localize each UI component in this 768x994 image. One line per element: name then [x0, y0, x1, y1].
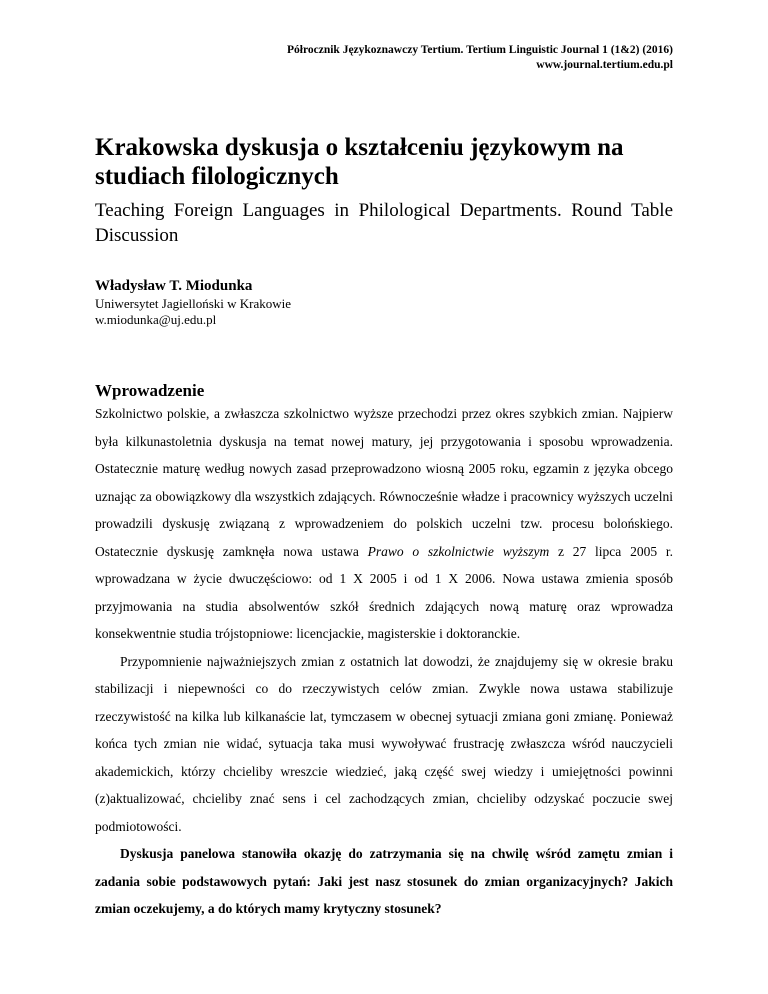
author-email: w.miodunka@uj.edu.pl	[95, 312, 217, 327]
paragraph-3: Dyskusja panelowa stanowiła okazję do zatrzymania się na chwilę wśród zamętu zmian i zadania sobie podstawowych pytań: Jaki jest nasz stosunek do zmian organizacyjnych? Jakich zmian oczekujemy, a do których mamy krytyczny stosunek?	[95, 846, 673, 916]
author-name: Władysław T. Miodunka	[95, 278, 253, 294]
section-body	[95, 400, 673, 923]
article-subtitle: Teaching Foreign Languages in Philological Departments. Round Table Discussion	[95, 200, 673, 246]
law-title: Prawo o szkolnictwie wyższym	[367, 543, 550, 559]
paragraph-1-part-1: Szkolnictwo polskie, a zwłaszcza szkolnictwo wyższe przechodzi przez okres szybkich zmian. Najpierw była kilkunastoletnia dyskusja na temat nowej matury, jej przygotowania i sposobu wprowadzenia. Ostatecznie maturę według nowych zasad przeprowadzono wiosną 2005 roku, egzamin z języka obcego uznając za obowiązkowy dla wszystkich zdających. Równocześnie władze i pracownicy wyższych uczelni prowadzili dyskusję związaną z wprowadzeniem do polskich uczelni tzw. procesu bolońskiego. Ostatecznie dyskusję zamknęła nowa ustawa	[95, 406, 673, 559]
paragraph-1-part-2: z 27 lipca 2005 r. wprowadzana w życie dwuczęściowo: od 1 X 2005 i od 1 X 2006. Nowa ustawa zmienia sposób przyjmowania na studia absolwentów szkół średnich zdających nową maturę oraz wprowadza konsekwentnie studia trójstopniowe: licencjackie, magisterskie i doktoranckie.	[95, 543, 673, 641]
paragraph-1	[95, 400, 673, 648]
article-title: Krakowska dyskusja o kształceniu językowym na studiach filologicznych	[95, 134, 624, 190]
author-affiliation: Uniwersytet Jagielloński w Krakowie	[95, 296, 292, 311]
section-heading: Wprowadzenie	[95, 381, 205, 400]
journal-citation: Półrocznik Językoznawczy Tertium. Tertium Linguistic Journal 1 (1&2) (2016)	[287, 44, 673, 56]
paragraph-2: Przypomnienie najważniejszych zmian z ostatnich lat dowodzi, że znajdujemy się w okresie braku stabilizacji i niepewności co do rzeczywistych celów zmian. Zwykle nowa ustawa stabilizuje rzeczywistość na kilka lub kilkanaście lat, tymczasem w obecnej sytuacji zmiana goni zmianę. Ponieważ końca tych zmian nie widać, sytuacja taka musi wywoływać frustrację zwłaszcza wśród nauczycieli akademickich, którzy chcieliby wreszcie wiedzieć, jaką część swej wiedzy i umiejętności powinni (z)aktualizować, chcieliby znać sens i cel zachodzących zmian, chcieliby odzyskać poczucie swej podmiotowości.	[95, 653, 673, 834]
running-header	[287, 43, 673, 73]
journal-url: www.journal.tertium.edu.pl	[536, 59, 673, 71]
